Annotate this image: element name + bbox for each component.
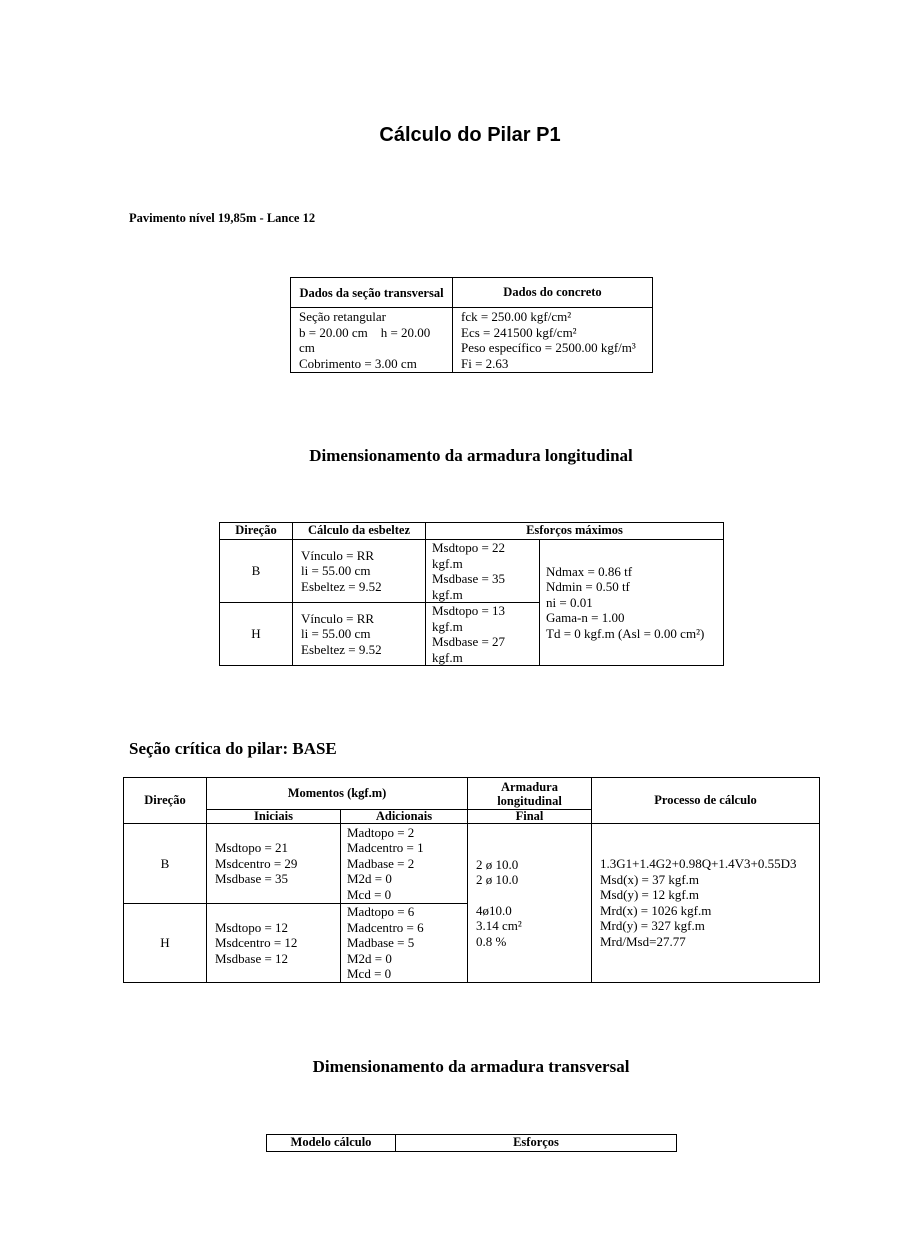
adicionais-b-mcd: Mcd = 0 bbox=[347, 886, 392, 902]
section-type: Seção retangular bbox=[299, 309, 386, 324]
vinculo-h: Vínculo = RR bbox=[301, 610, 375, 626]
td: Td = 0 kgf.m (Asl = 0.00 cm²) bbox=[546, 625, 705, 641]
iniciais-h-topo: Msdtopo = 12 bbox=[215, 919, 289, 935]
final-b-2: 2 ø 10.0 bbox=[476, 872, 519, 888]
ni: ni = 0.01 bbox=[546, 594, 593, 610]
iniciais-h-base: Msdbase = 12 bbox=[215, 950, 289, 966]
esbeltez-table bbox=[219, 522, 724, 666]
page-title: Cálculo do Pilar P1 bbox=[379, 124, 561, 146]
msdbase-h: Msdbase = 27 kgf.m bbox=[432, 634, 506, 665]
final-h-area: 3.14 cm² bbox=[476, 918, 522, 934]
adicionais-b-base: Madbase = 2 bbox=[347, 855, 415, 871]
direction-b: B bbox=[220, 540, 293, 603]
iniciais-b-centro: Msdcentro = 29 bbox=[215, 855, 298, 871]
header-esbeltez: Cálculo da esbeltez bbox=[293, 523, 426, 540]
esbeltez-b: Esbeltez = 9.52 bbox=[301, 578, 382, 594]
adicionais-h-m2d: M2d = 0 bbox=[347, 950, 392, 966]
processo-msdx: Msd(x) = 37 kgf.m bbox=[600, 871, 700, 887]
concrete-ecs: Ecs = 241500 kgf/cm² bbox=[461, 324, 577, 340]
msd-b-cell bbox=[426, 540, 540, 603]
processo-combinacao: 1.3G1+1.4G2+0.98Q+1.4V3+0.55D3 bbox=[600, 856, 797, 872]
direction-h: H bbox=[220, 603, 293, 666]
li-b: li = 55.00 cm bbox=[301, 563, 371, 579]
header-processo: Processo de cálculo bbox=[592, 778, 820, 824]
esbeltez-b-cell bbox=[293, 540, 426, 603]
header-adicionais: Adicionais bbox=[341, 810, 468, 824]
header-iniciais: Iniciais bbox=[207, 810, 341, 824]
li-h: li = 55.00 cm bbox=[301, 626, 371, 642]
longitudinal-heading: Dimensionamento da armadura longitudinal bbox=[309, 446, 633, 465]
concrete-fi: Fi = 2.63 bbox=[461, 355, 509, 371]
critical-direction-b: B bbox=[124, 824, 207, 904]
adicionais-b-topo: Madtopo = 2 bbox=[347, 824, 415, 840]
critical-section-table bbox=[123, 777, 820, 983]
adicionais-h-base: Madbase = 5 bbox=[347, 935, 415, 951]
msdtopo-h: Msdtopo = 13 kgf.m bbox=[432, 603, 506, 634]
processo-mrdx: Mrd(x) = 1026 kgf.m bbox=[600, 902, 712, 918]
adicionais-b-m2d: M2d = 0 bbox=[347, 871, 392, 887]
adicionais-h-topo: Madtopo = 6 bbox=[347, 904, 415, 919]
header-esforcos: Esforços máximos bbox=[426, 523, 724, 540]
processo-mrdy: Mrd(y) = 327 kgf.m bbox=[600, 918, 705, 934]
adicionais-h-centro: Madcentro = 6 bbox=[347, 919, 424, 935]
adicionais-h-cell bbox=[341, 904, 468, 983]
concrete-data-cell bbox=[453, 308, 653, 373]
iniciais-b-base: Msdbase = 35 bbox=[215, 871, 289, 887]
processo-cell bbox=[592, 824, 820, 983]
vinculo-b: Vínculo = RR bbox=[301, 547, 375, 563]
concrete-peso: Peso específico = 2500.00 kgf/m³ bbox=[461, 340, 636, 355]
floor-subtitle: Pavimento nível 19,85m - Lance 12 bbox=[129, 211, 316, 225]
header-armadura: Armadura longitudinal bbox=[468, 778, 592, 810]
ndmax: Ndmax = 0.86 tf bbox=[546, 563, 633, 579]
header-esforcos-trans: Esforços bbox=[396, 1135, 677, 1152]
transversal-heading: Dimensionamento da armadura transversal bbox=[312, 1057, 630, 1076]
maximos-cell bbox=[540, 540, 724, 666]
processo-msdy: Msd(y) = 12 kgf.m bbox=[600, 887, 700, 903]
section-cover: Cobrimento = 3.00 cm bbox=[299, 355, 417, 371]
section-data-table bbox=[290, 277, 653, 373]
gama-n: Gama-n = 1.00 bbox=[546, 610, 625, 626]
header-modelo: Modelo cálculo bbox=[267, 1135, 396, 1152]
header-direcao: Direção bbox=[220, 523, 293, 540]
header-secao: Dados da seção transversal bbox=[291, 278, 453, 308]
transversal-table bbox=[266, 1134, 677, 1152]
final-h-rate: 0.8 % bbox=[476, 933, 507, 949]
header-momentos: Momentos (kgf.m) bbox=[207, 778, 468, 810]
iniciais-h-centro: Msdcentro = 12 bbox=[215, 935, 298, 951]
header-concreto: Dados do concreto bbox=[453, 278, 653, 308]
iniciais-b-cell bbox=[207, 824, 341, 904]
final-b-1: 2 ø 10.0 bbox=[476, 856, 519, 872]
header-direcao-critica: Direção bbox=[124, 778, 207, 824]
adicionais-b-centro: Madcentro = 1 bbox=[347, 840, 424, 856]
processo-ratio: Mrd/Msd=27.77 bbox=[600, 933, 686, 949]
concrete-fck: fck = 250.00 kgf/cm² bbox=[461, 309, 572, 324]
critical-section-heading: Seção crítica do pilar: BASE bbox=[129, 739, 337, 758]
section-dimensions: b = 20.00 cm h = 20.00 cm bbox=[299, 324, 434, 355]
msdbase-b: Msdbase = 35 kgf.m bbox=[432, 571, 506, 602]
final-h-bars: 4ø10.0 bbox=[476, 902, 512, 918]
msd-h-cell bbox=[426, 603, 540, 666]
adicionais-b-cell bbox=[341, 824, 468, 904]
adicionais-h-mcd: Mcd = 0 bbox=[347, 966, 392, 982]
iniciais-h-cell bbox=[207, 904, 341, 983]
section-geometry-cell bbox=[291, 308, 453, 373]
ndmin: Ndmin = 0.50 tf bbox=[546, 579, 630, 595]
esbeltez-h-cell bbox=[293, 603, 426, 666]
esbeltez-h: Esbeltez = 9.52 bbox=[301, 641, 382, 657]
header-final: Final bbox=[468, 810, 592, 824]
armadura-final-cell bbox=[468, 824, 592, 983]
iniciais-b-topo: Msdtopo = 21 bbox=[215, 840, 289, 856]
msdtopo-b: Msdtopo = 22 kgf.m bbox=[432, 540, 506, 571]
critical-direction-h: H bbox=[124, 904, 207, 983]
